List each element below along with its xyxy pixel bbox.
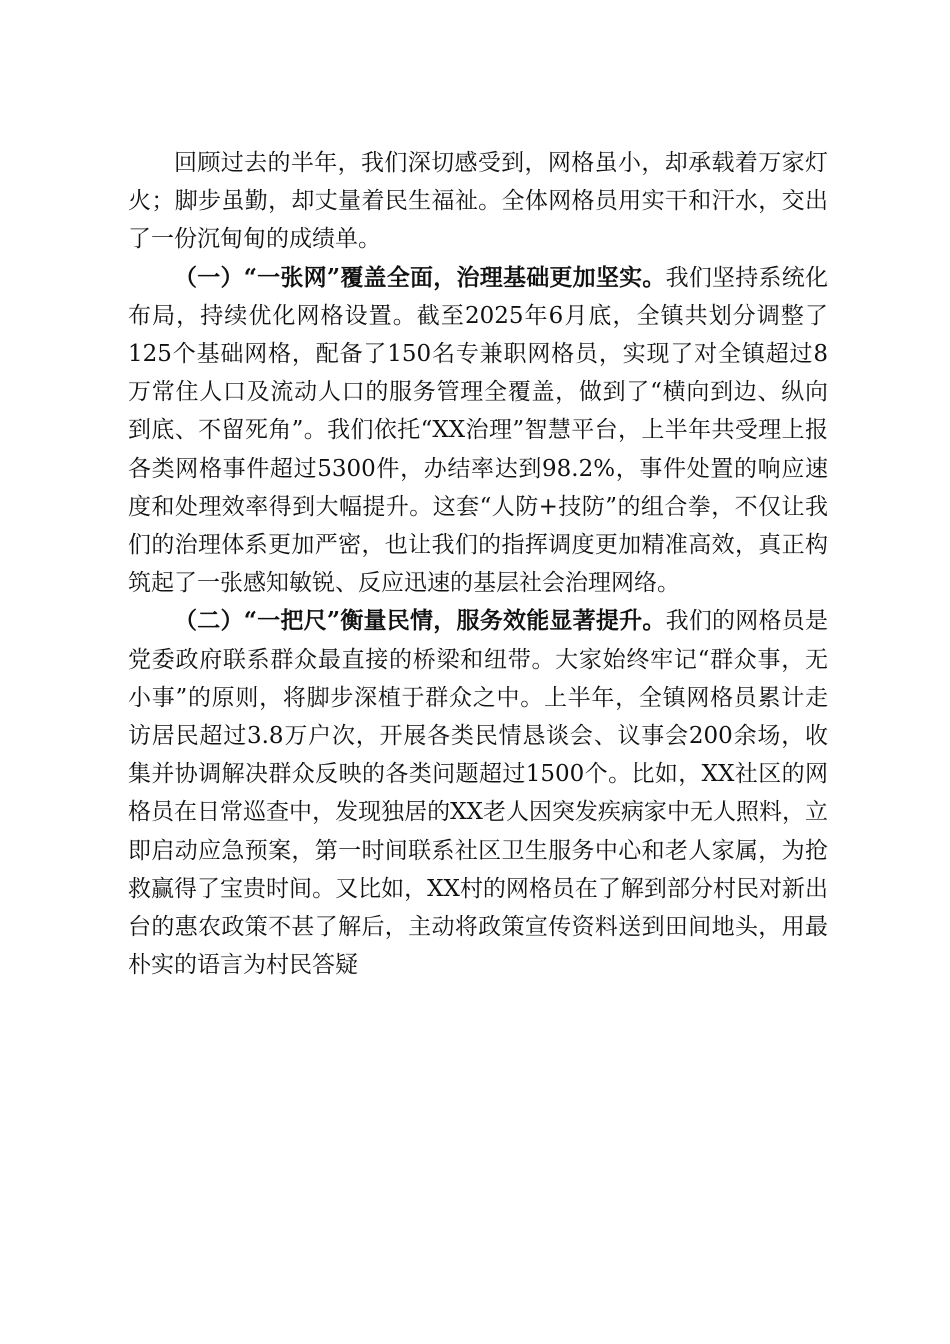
paragraph-text: 我们坚持系统化布局，持续优化网格设置。截至2025年6月底，全镇共划分调整了125个基础网格，配备了150名专兼职网格员，实现了对全镇超过8万常住人口及流动人口的服务管理全覆盖，做到了“横向到边、纵向到底、不留死角”。我们依托“XX治理”智慧平台，上半年共受理上报各类网格事件超过5300件，办结率达到98.2%，事件处置的响应速度和处理效率得到大幅提升。这套“人防+技防”的组合拳，不仅让我们的治理体系更加严密，也让我们的指挥调度更加精准高效，真正构筑起了一张感知敏锐、反应迅速的基层社会治理网络。	[128, 264, 828, 597]
section-heading-1: （一）“一张网”覆盖全面，治理基础更加坚实。	[174, 263, 666, 291]
section-heading-2: （二）“一把尺”衡量民情，服务效能显著提升。	[174, 607, 666, 635]
paragraph-section-2	[128, 602, 828, 984]
document-body	[128, 144, 828, 984]
paragraph-intro	[128, 144, 828, 259]
paragraph-section-1	[128, 259, 828, 603]
paragraph-text: 我们的网格员是党委政府联系群众最直接的桥梁和纽带。大家始终牢记“群众事，无小事”的原则，将脚步深植于群众之中。上半年，全镇网格员累计走访居民超过3.8万户次，开展各类民情恳谈会、议事会200余场，收集并协调解决群众反映的各类问题超过1500个。比如，XX社区的网格员在日常巡查中，发现独居的XX老人因突发疾病家中无人照料，立即启动应急预案，第一时间联系社区卫生服务中心和老人家属，为抢救赢得了宝贵时间。又比如，XX村的网格员在了解到部分村民对新出台的惠农政策不甚了解后，主动将政策宣传资料送到田间地头，用最朴实的语言为村民答疑	[128, 608, 828, 979]
paragraph-text: 回顾过去的半年，我们深切感受到，网格虽小，却承载着万家灯火；脚步虽勤，却丈量着民生福祉。全体网格员用实干和汗水，交出了一份沉甸甸的成绩单。	[128, 150, 828, 253]
